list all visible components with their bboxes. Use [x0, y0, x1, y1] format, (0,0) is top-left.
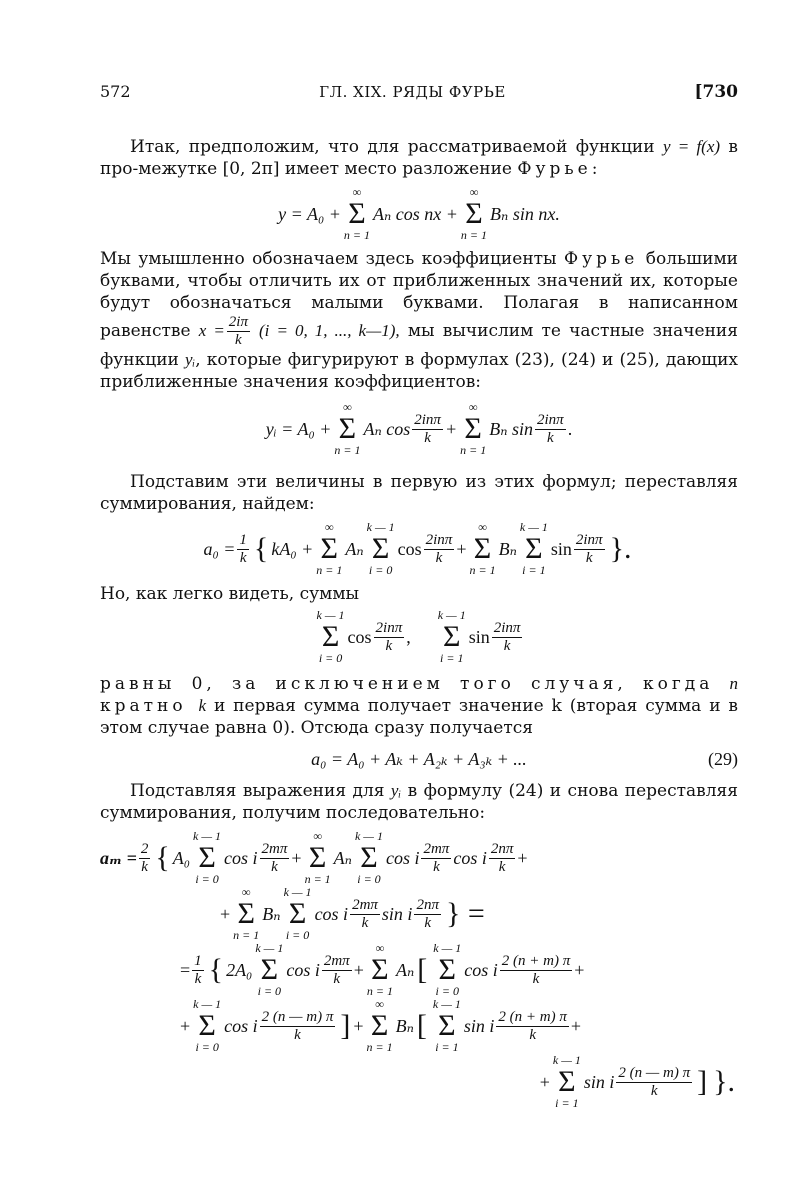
open-brace: {: [208, 953, 224, 986]
sum-operator: [316, 521, 342, 577]
para2-text-a: Мы умышленно обозначаем здесь коэффициенты: [100, 249, 565, 269]
para2-yi: yᵢ: [184, 350, 196, 369]
sum-lower: n = 1: [366, 984, 393, 998]
frac-numerator: 2 (n + m) π: [501, 952, 571, 969]
para2-text-d: , которые фигурируют в формулах (23), (24) и (25), дающих приближенные значения коэффициентов:: [100, 350, 739, 392]
fraction: [260, 841, 290, 876]
plus-sign: +: [517, 847, 528, 868]
open-bracket: [: [416, 1009, 427, 1042]
sum-upper: ∞: [352, 185, 362, 199]
sum-lower: i = 0: [195, 1040, 219, 1054]
fraction: [350, 897, 380, 932]
frac-denominator: k: [294, 1026, 301, 1043]
fraction: [412, 412, 443, 447]
para1-text-b: в про-межутке [0, 2π] имеет место разложение: [100, 137, 739, 179]
sum-operator: [344, 186, 370, 242]
frac-denominator: k: [650, 1082, 658, 1099]
close-bracket: ]: [697, 1065, 708, 1098]
fraction: [237, 532, 249, 567]
sum-upper: ∞: [375, 941, 385, 955]
sum-upper: k — 1: [437, 608, 466, 622]
fraction: [574, 532, 605, 567]
sum-operator: [355, 830, 383, 886]
sum-lower: n = 1: [460, 228, 488, 242]
sum-operator: [553, 1054, 581, 1110]
frac-denominator: k: [271, 858, 278, 875]
cos-label: cos i: [286, 959, 320, 980]
para2-range: (i = 0, 1, ..., k—1),: [251, 321, 400, 340]
frac-denominator: k: [503, 637, 511, 654]
frac-numerator: 2 (n — m) π: [618, 1064, 691, 1081]
equation-6-line-3: [180, 942, 738, 998]
sum-lower: i = 0: [368, 563, 393, 577]
sum-upper: k — 1: [193, 997, 222, 1011]
sin-label: sin i: [381, 903, 413, 924]
cos-label: cos i: [314, 903, 349, 924]
fraction: [260, 1009, 336, 1044]
frac-numerator: 2inπ: [425, 531, 453, 548]
paragraph-1: [100, 136, 738, 180]
para2-text-b: большими буквами, чтобы отличить их от приближенных значений их, которые будут обозначаться малыми буквами. Полагая в написанном равенстве: [100, 249, 738, 341]
sum-lower: n = 1: [304, 872, 331, 886]
frac-denominator: k: [529, 1026, 536, 1043]
sigma: Σ: [198, 1009, 216, 1042]
page-number: 572: [100, 82, 131, 101]
sum-operator: [193, 830, 221, 886]
sum-operator: [233, 886, 259, 942]
eq2-term1: Aₙ cos: [363, 418, 411, 439]
frac-numerator: 2mπ: [352, 896, 378, 913]
equation-2: [100, 401, 738, 457]
sigma: Σ: [320, 532, 338, 565]
sigma: Σ: [371, 532, 390, 565]
sum-lower: i = 1: [555, 1096, 579, 1110]
para5-spaced: равны 0, за исключением того случая, когда: [100, 674, 730, 694]
frac-denominator: k: [433, 858, 440, 875]
equation-number: (29): [708, 749, 738, 769]
eq1-term1: Aₙ cos nx +: [373, 203, 458, 224]
sin-label: sin: [468, 626, 490, 647]
sum-lower: i = 1: [440, 651, 464, 665]
eq3-An: Aₙ: [345, 538, 364, 559]
sum-upper: ∞: [469, 185, 479, 199]
close-brace: }.: [609, 532, 632, 565]
para1-fourier: Фурье: [517, 159, 592, 179]
sigma: Σ: [370, 1009, 389, 1042]
open-brace: {: [253, 532, 269, 565]
sum-lower: n = 1: [366, 1040, 393, 1054]
sum-lower: i = 0: [257, 984, 282, 998]
paragraph-3: Подставим эти величины в первую из этих формул; переставляя суммирования, найдем:: [100, 472, 738, 514]
plus-sign: +: [456, 538, 467, 559]
sigma: Σ: [237, 897, 255, 930]
sum-upper: k — 1: [366, 520, 395, 534]
sum-upper: k — 1: [316, 608, 345, 622]
open-brace: {: [155, 841, 170, 874]
para1-func: y = f(x): [662, 137, 721, 156]
sum-lower: n = 1: [334, 443, 361, 457]
frac-denominator: k: [424, 914, 432, 931]
equation-4: [100, 609, 738, 665]
sigma: Σ: [525, 532, 543, 565]
equation-1: [100, 186, 738, 242]
sum-lower: n = 1: [316, 563, 343, 577]
eq1-term2: Bₙ sin nx.: [490, 203, 560, 224]
sum-operator: [520, 521, 548, 577]
fraction: [374, 620, 405, 655]
sigma: Σ: [443, 620, 461, 653]
equation-3: [100, 521, 738, 577]
frac-denominator: k: [547, 429, 554, 446]
frac-numerator: 2nπ: [490, 840, 514, 857]
sum-operator: [305, 830, 331, 886]
sum-operator: [193, 998, 221, 1054]
sum-upper: k — 1: [283, 885, 312, 899]
fraction: [424, 532, 455, 567]
para5-kratno: кратно: [100, 696, 199, 716]
fraction: [535, 412, 566, 447]
fraction: [500, 953, 572, 988]
sigma: Σ: [198, 841, 216, 874]
plus-sign: +: [180, 1015, 191, 1036]
frac-numerator: 2mπ: [261, 840, 288, 857]
frac-numerator: 2inπ: [375, 619, 403, 636]
sum-upper: ∞: [241, 885, 251, 899]
sin-label: sin: [550, 538, 572, 559]
sum-lower: n = 1: [233, 928, 260, 942]
fraction: [496, 1009, 568, 1044]
sigma: Σ: [464, 412, 482, 445]
sum-lower: n = 1: [460, 443, 487, 457]
fraction: [227, 314, 250, 349]
plus-sign: +: [353, 1015, 364, 1036]
plus-sign: +: [539, 1071, 550, 1092]
equation-6-line-2: [220, 886, 738, 942]
frac-denominator: k: [385, 637, 393, 654]
frac-denominator: k: [333, 970, 341, 987]
equation-5: [100, 749, 738, 770]
para5-n: n: [729, 674, 738, 693]
sum-upper: k — 1: [255, 941, 284, 955]
frac-numerator: 1: [194, 952, 202, 969]
eq3-kA: kA₀ +: [271, 538, 314, 559]
para6-yi: yᵢ: [390, 781, 402, 800]
paragraph-4: Но, как легко видеть, суммы: [100, 584, 360, 604]
sum-lower: i = 0: [435, 984, 459, 998]
sum-operator: [367, 521, 395, 577]
paragraph-2: [100, 248, 738, 393]
frac-numerator: 2: [140, 840, 149, 857]
sum-operator: [461, 186, 487, 242]
para2-fourier: Фурье: [564, 249, 639, 269]
sum-operator: [317, 609, 345, 665]
frac-numerator: 2mπ: [423, 840, 450, 857]
sum-lower: i = 0: [195, 872, 219, 886]
frac-numerator: 2inπ: [575, 531, 603, 548]
comma: ,: [406, 626, 411, 647]
para1-text-a: Итак, предположим, что для рассматриваемой функции: [130, 137, 663, 157]
fraction: [322, 953, 352, 988]
frac-numerator: 2 (n — m) π: [261, 1008, 334, 1025]
plus-sign: +: [353, 959, 364, 980]
sum-operator: [334, 401, 360, 457]
equation-6-line-5: [100, 1054, 738, 1110]
eq6-A0: A₀: [172, 847, 191, 868]
open-bracket: [: [417, 953, 428, 986]
paragraph-6: [100, 780, 738, 824]
plus-sign: +: [220, 903, 231, 924]
sigma: Σ: [260, 953, 279, 986]
eq3-lhs: a₀ =: [203, 538, 236, 559]
eq2-lhs: yᵢ = A₀ +: [265, 418, 332, 439]
equation-6-line-4: [180, 998, 738, 1054]
sigma: Σ: [360, 841, 378, 874]
frac-denominator: k: [141, 858, 148, 875]
sum-operator: [367, 998, 393, 1054]
equation-6-line-1: [100, 830, 738, 886]
sum-lower: n = 1: [469, 563, 496, 577]
frac-numerator: 1: [239, 531, 247, 548]
frac-denominator: k: [585, 549, 593, 566]
sum-upper: ∞: [468, 400, 478, 414]
eq5-expr: a₀ = A₀ + Aₖ + A₂ₖ + A₃ₖ + ...: [311, 749, 527, 769]
sigma: Σ: [438, 1009, 456, 1042]
fraction: [139, 841, 151, 876]
cos-label: cos: [397, 538, 422, 559]
plus-sign: +: [574, 959, 585, 980]
sum-operator: [255, 942, 283, 998]
para5-text-b: и первая сумма получает значение k (вторая сумма и в этом случае равна 0). Отсюда сразу получается: [100, 696, 738, 738]
sum-upper: ∞: [343, 400, 352, 414]
cos-label: cos i: [464, 959, 498, 980]
sigma: Σ: [338, 412, 357, 445]
sum-lower: i = 0: [318, 651, 343, 665]
sum-lower: i = 0: [357, 872, 381, 886]
cos-label: cos i: [453, 847, 487, 868]
cos-label: cos: [347, 626, 372, 647]
plus-sign: +: [291, 847, 302, 868]
sum-upper: k — 1: [519, 520, 548, 534]
sin-label: sin i: [583, 1071, 615, 1092]
frac-numerator: 2 (n + m) π: [498, 1008, 567, 1025]
para2-text-c: мы вычислим те частные значения функции: [100, 321, 738, 370]
sigma: Σ: [308, 841, 327, 874]
eq1-lhs: y = A₀ +: [278, 203, 341, 224]
sigma: Σ: [288, 897, 307, 930]
sum-operator: [367, 942, 393, 998]
sigma: Σ: [348, 197, 366, 230]
eq3-Bn: Bₙ: [498, 538, 517, 559]
sum-upper: ∞: [478, 520, 487, 534]
section-number: [730: [694, 82, 738, 102]
sum-upper: ∞: [324, 520, 334, 534]
sum-operator: [438, 609, 466, 665]
sin-label: sin i: [463, 1015, 495, 1036]
sigma: Σ: [465, 197, 483, 230]
close-brace: }.: [713, 1065, 735, 1098]
running-header: [100, 82, 738, 102]
fraction: [616, 1065, 692, 1100]
eq2-term2: Bₙ sin: [489, 418, 534, 439]
cos-label: cos i: [385, 847, 420, 868]
frac-denominator: k: [235, 332, 242, 348]
sigma: Σ: [321, 620, 340, 653]
frac-numerator: 2inπ: [537, 411, 564, 428]
frac-denominator: k: [194, 970, 202, 987]
sum-operator: [433, 942, 461, 998]
fraction: [192, 953, 204, 988]
eq6-lhs: aₘ =: [100, 847, 137, 868]
para5-k: k: [198, 696, 207, 715]
frac-denominator: k: [424, 429, 431, 446]
eq6-An: Aₙ: [395, 959, 415, 980]
plus-sign: +: [570, 1015, 582, 1036]
sum-upper: k — 1: [354, 829, 383, 843]
eq6-Bn: Bₙ: [395, 1015, 414, 1036]
sum-operator: [433, 998, 461, 1054]
sum-upper: ∞: [313, 829, 322, 843]
para2-x-eq: x =: [198, 321, 225, 340]
frac-numerator: 2nπ: [416, 896, 439, 913]
sum-lower: i = 0: [285, 928, 310, 942]
sigma: Σ: [558, 1065, 576, 1098]
eq6-An: Aₙ: [333, 847, 352, 868]
frac-denominator: k: [532, 970, 540, 987]
sigma: Σ: [438, 953, 456, 986]
paragraph-5: [100, 673, 738, 739]
sum-operator: [469, 521, 495, 577]
frac-numerator: 2inπ: [414, 411, 441, 428]
sum-lower: i = 1: [435, 1040, 459, 1054]
chapter-title: ГЛ. XIX. РЯДЫ ФУРЬЕ: [319, 83, 506, 101]
frac-numerator: 2inπ: [493, 619, 521, 636]
frac-numerator: 2mπ: [323, 952, 350, 969]
frac-denominator: k: [498, 858, 506, 875]
close-bracket: ]: [340, 1009, 351, 1042]
frac-denominator: k: [435, 549, 443, 566]
period: .: [567, 418, 573, 439]
fraction: [492, 620, 523, 655]
eq6-2A0: 2A₀: [226, 959, 253, 980]
sum-upper: ∞: [375, 997, 384, 1011]
frac-denominator: k: [239, 549, 247, 566]
para6-text-a: Подставляя выражения для: [130, 781, 391, 801]
fraction: [414, 897, 441, 932]
sum-operator: [284, 886, 312, 942]
para1-text-c: :: [591, 159, 598, 179]
page: [100, 82, 738, 1110]
sum-operator: [460, 401, 486, 457]
close-brace: } =: [445, 897, 485, 930]
para6-text-b: в формулу (24) и снова переставляя суммирования, получим последовательно:: [100, 781, 738, 823]
fraction: [489, 841, 516, 876]
plus-sign: +: [444, 418, 458, 439]
sum-lower: n = 1: [343, 228, 370, 242]
frac-denominator: k: [361, 914, 369, 931]
sigma: Σ: [371, 953, 389, 986]
eq6-Bn: Bₙ: [262, 903, 281, 924]
fraction: [421, 841, 451, 876]
sum-lower: i = 1: [522, 563, 546, 577]
sum-upper: k — 1: [552, 1053, 581, 1067]
sum-upper: k — 1: [193, 829, 222, 843]
cos-label: cos i: [224, 1015, 258, 1036]
frac-numerator: 2iπ: [228, 314, 248, 330]
sum-upper: k — 1: [432, 997, 461, 1011]
sum-upper: k — 1: [433, 941, 462, 955]
sigma: Σ: [473, 532, 492, 565]
equals-sign: =: [180, 959, 191, 980]
cos-label: cos i: [224, 847, 258, 868]
